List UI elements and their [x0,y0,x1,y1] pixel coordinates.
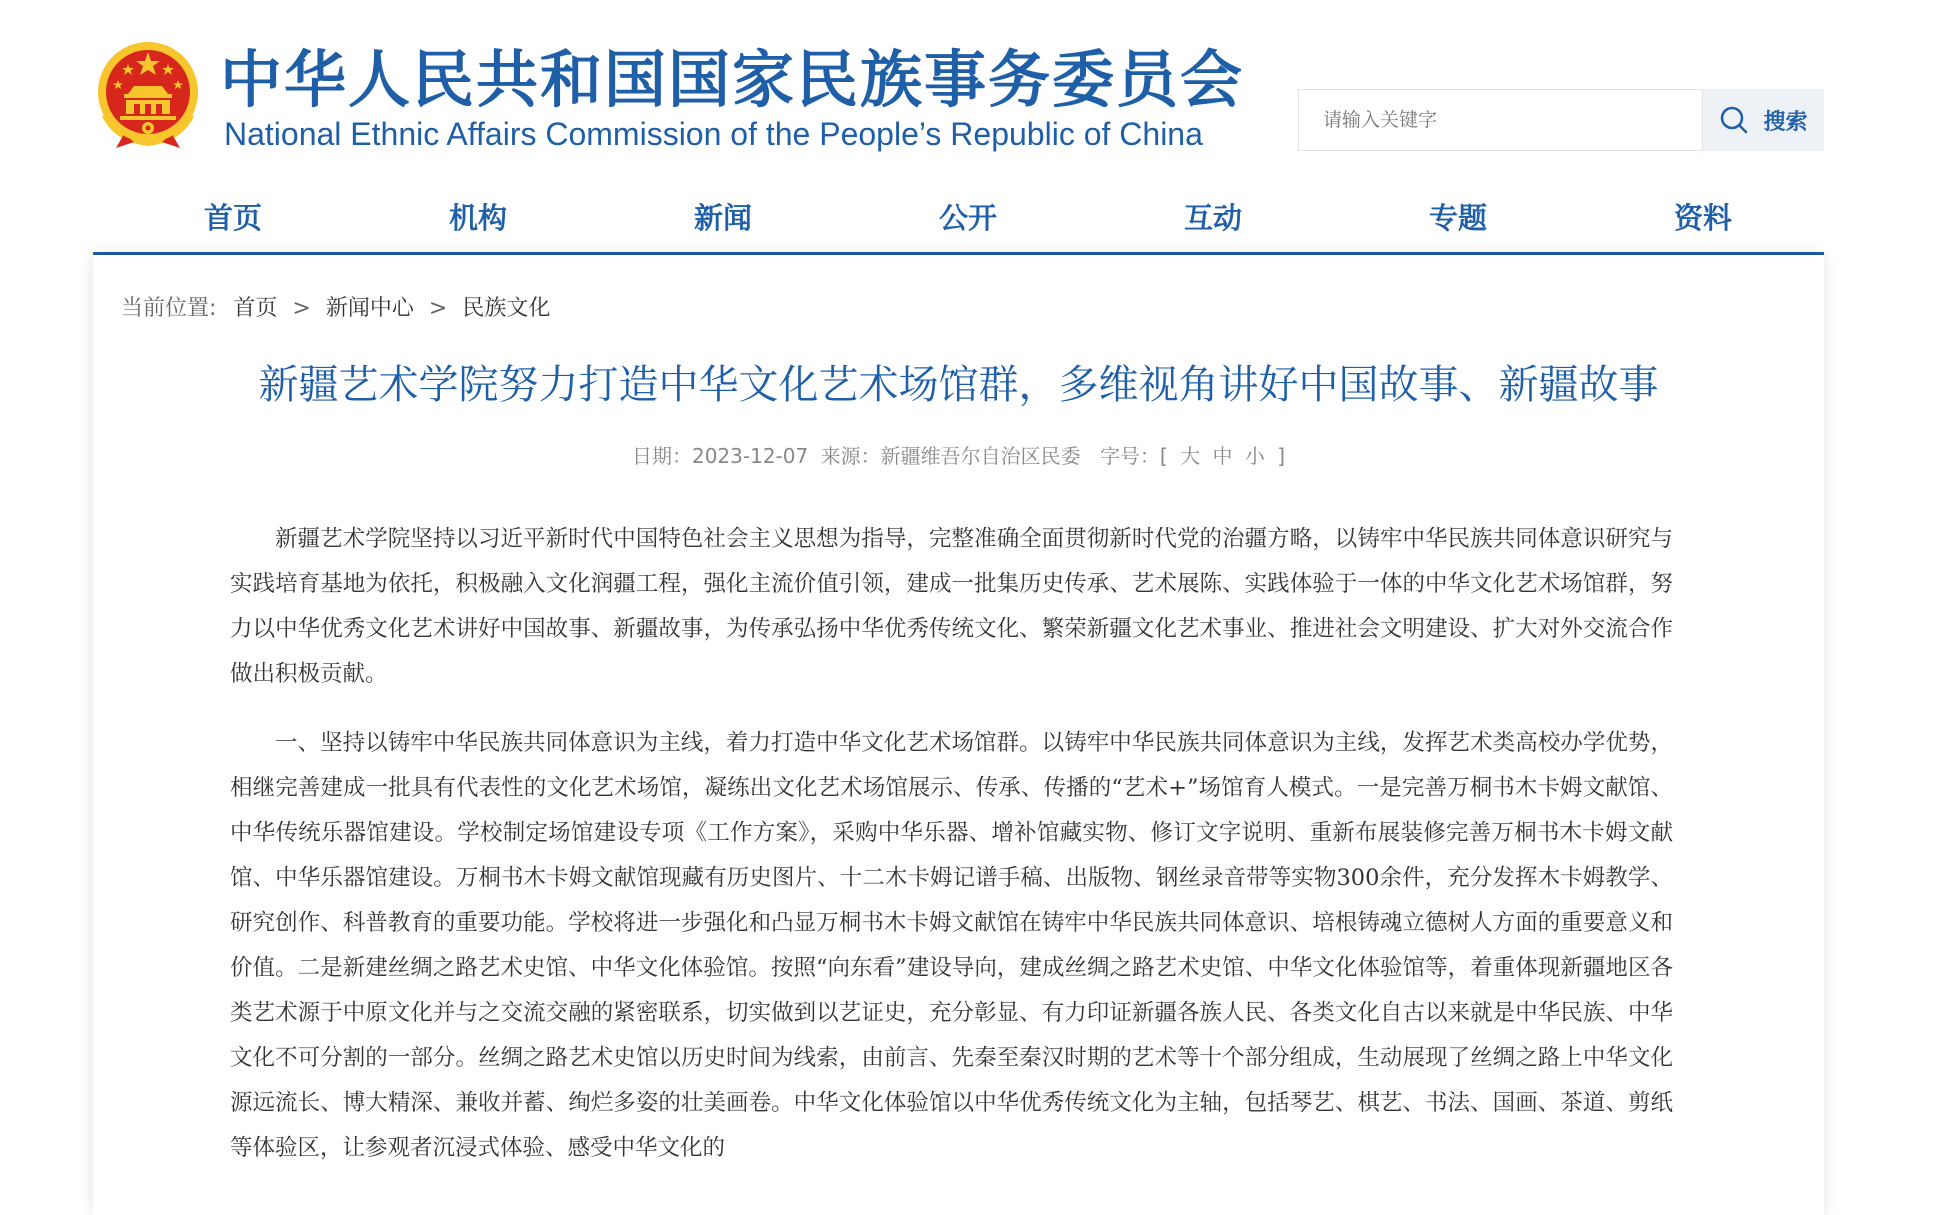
breadcrumb-lead: 当前位置: [121,296,217,321]
breadcrumb [121,291,550,322]
nav-item-organization[interactable]: 机构 [448,201,508,235]
font-size-small[interactable]: 小 [1244,444,1265,468]
search-bar [1298,89,1824,151]
nav-item-news[interactable]: 新闻 [693,201,753,235]
font-size-large[interactable]: 大 [1180,444,1201,468]
article-date: 日期：2023-12-07 [631,444,809,468]
breadcrumb-separator: > [292,296,311,321]
breadcrumb-home[interactable]: 首页 [233,296,278,321]
article-title: 新疆艺术学院努力打造中华文化艺术场馆群，多维视角讲好中国故事、新疆故事 [258,362,1659,408]
breadcrumb-ethnic-culture[interactable]: 民族文化 [462,296,551,321]
nav-item-resources[interactable]: 资料 [1673,201,1733,235]
search-input[interactable] [1298,89,1703,151]
breadcrumb-separator: > [428,296,448,321]
national-emblem-icon[interactable] [94,38,202,150]
article-card [93,255,1824,1215]
article-paragraph: 一、坚持以铸牢中华民族共同体意识为主线，着力打造中华文化艺术场馆群。以铸牢中华民族共同体意识为主线，发挥艺术类高校办学优势，相继完善建成一批具有代表性的文化艺术场馆，凝练出文化艺术场馆展示、传承、传播的“艺术+”场馆育人模式。一是完善万桐书木卡姆文献馆、中华传统乐器馆建设。学校制定场馆建设专项《工作方案》，采购中华乐器、增补馆藏实物、修订文字说明、重新布展装修完善万桐书木卡姆文献馆、中华乐器馆建设。万桐书木卡姆文献馆现藏有历史图片、十二木卡姆记谱手稿、出版物、钢丝录音带等实物300余件，充分发挥木卡姆教学、研究创作、科普教育的重要功能。学校将进一步强化和凸显万桐书木卡姆文献馆在铸牢中华民族共同体意识、培根铸魂立德树人方面的重要意义和价值。二是新建丝绸之路艺术史馆、中华文化体验馆。按照“向东看”建设导向，建成丝绸之路艺术史馆、中华文化体验馆等，着重体现新疆地区各类艺术源于中原文化并与之交流交融的紧密联系，切实做到以艺证史，充分彰显、有力印证新疆各族人民、各类文化自古以来就是中华民族、中华文化不可分割的一部分。丝绸之路艺术史馆以历史时间为线索，由前言、先秦至秦汉时期的艺术等十个部分组成，生动展现了丝绸之路上中华文化源远流长、博大精深、兼收并蓄、绚烂多姿的壮美画卷。中华文化体验馆以中华优秀传统文化为主轴，包括琴艺、棋艺、书法、国画、茶道、剪纸等体验区，让参观者沉浸式体验、感受中华文化的 [230,730,1673,1161]
article-source: 来源：新疆维吾尔自治区民委 [820,444,1081,468]
nav-item-home[interactable]: 首页 [203,201,263,235]
breadcrumb-news-center[interactable]: 新闻中心 [325,296,414,321]
font-size-medium[interactable]: 中 [1212,444,1233,468]
search-icon [1719,105,1749,135]
font-size-label: 字号：[ [1099,444,1168,468]
nav-item-topics[interactable]: 专题 [1428,201,1488,235]
nav-item-public[interactable]: 公开 [938,201,998,235]
nav-item-interaction[interactable]: 互动 [1183,201,1243,235]
site-header [0,0,1954,180]
article-body [230,517,1673,1195]
search-button-label: 搜索 [1763,109,1808,135]
site-title-cn[interactable]: 中华人民共和国国家民族事务委员会 [220,43,1245,116]
site-title-en[interactable]: National Ethnic Affairs Commission of the People’s Republic of China [224,116,1203,152]
main-nav [93,188,1824,255]
font-size-bracket: ] [1277,444,1285,468]
article-paragraph: 新疆艺术学院坚持以习近平新时代中国特色社会主义思想为指导，完整准确全面贯彻新时代党的治疆方略，以铸牢中华民族共同体意识研究与实践培育基地为依托，积极融入文化润疆工程，强化主流价值引领，建成一批集历史传承、艺术展陈、实践体验于一体的中华文化艺术场馆群，努力以中华优秀文化艺术讲好中国故事、新疆故事，为传承弘扬中华优秀传统文化、繁荣新疆文化艺术事业、推进社会文明建设、扩大对外交流合作做出积极贡献。 [230,526,1673,687]
article-meta [93,440,1824,469]
search-button[interactable] [1703,89,1824,151]
